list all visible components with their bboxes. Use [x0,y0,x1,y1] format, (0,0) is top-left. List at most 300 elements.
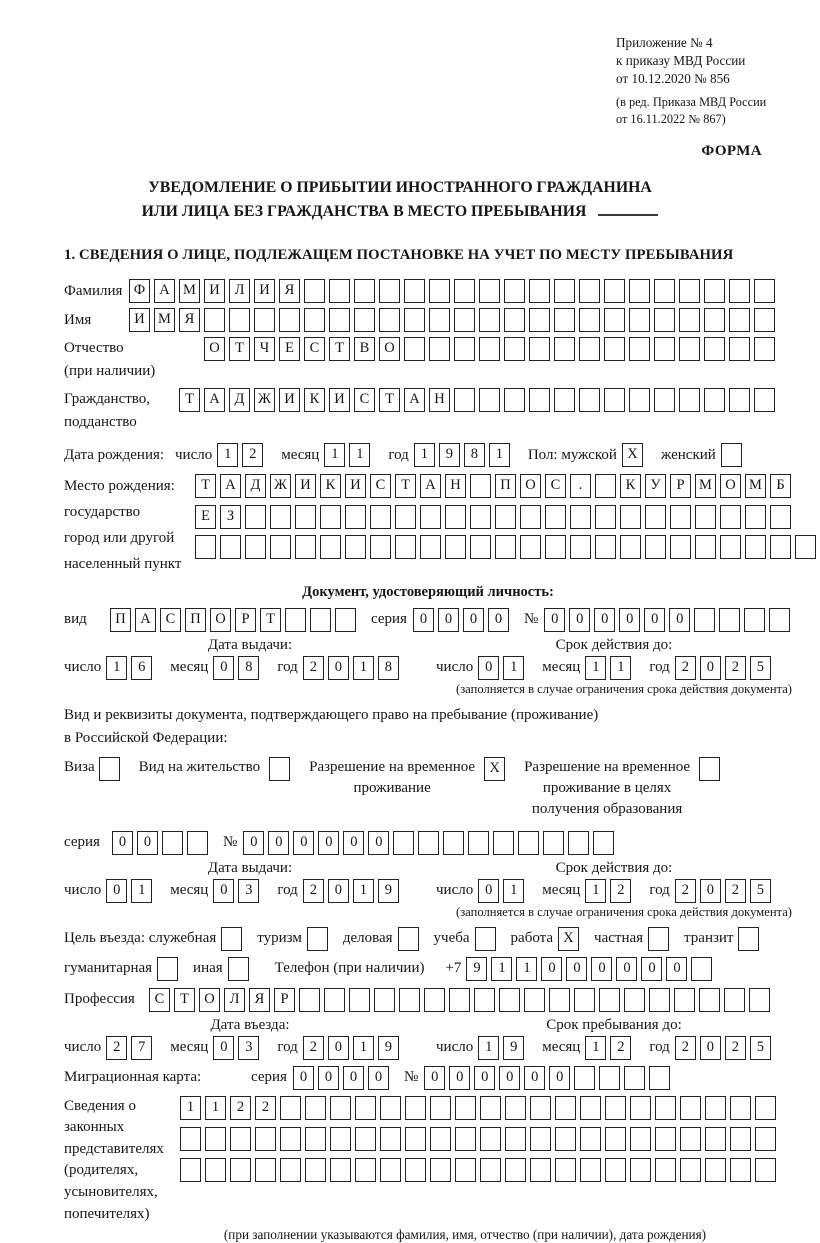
char-cell[interactable]: 9 [378,1036,399,1060]
char-cell[interactable] [679,388,700,412]
char-cell[interactable] [755,1127,776,1151]
char-cell[interactable] [320,505,341,529]
char-cell[interactable] [229,308,250,332]
char-cell[interactable] [355,1096,376,1120]
char-cell[interactable] [307,927,328,951]
char-cell[interactable]: 0 [474,1066,495,1090]
char-cell[interactable] [730,1158,751,1182]
char-cell[interactable] [574,988,595,1012]
char-cell[interactable] [545,535,566,559]
char-cell[interactable] [279,308,300,332]
char-cell[interactable]: 0 [106,879,127,903]
char-cell[interactable]: 0 [488,608,509,632]
char-cell[interactable] [474,988,495,1012]
char-cell[interactable] [595,474,616,498]
char-cell[interactable] [405,1127,426,1151]
char-cell[interactable]: Р [235,608,256,632]
char-cell[interactable] [245,505,266,529]
char-cell[interactable]: А [220,474,241,498]
char-cell[interactable]: Р [670,474,691,498]
char-cell[interactable]: 3 [238,879,259,903]
char-cell[interactable]: 0 [700,1036,721,1060]
char-cell[interactable]: 0 [438,608,459,632]
char-cell[interactable]: 0 [413,608,434,632]
char-cell[interactable] [679,308,700,332]
char-cell[interactable] [729,308,750,332]
char-cell[interactable] [730,1127,751,1151]
char-cell[interactable]: 0 [524,1066,545,1090]
char-cell[interactable] [579,388,600,412]
char-cell[interactable]: 9 [378,879,399,903]
char-cell[interactable] [580,1158,601,1182]
char-cell[interactable]: 1 [585,656,606,680]
char-cell[interactable] [529,337,550,361]
char-cell[interactable] [745,535,766,559]
char-cell[interactable]: 2 [725,656,746,680]
char-cell[interactable] [605,1127,626,1151]
char-cell[interactable] [245,535,266,559]
char-cell[interactable] [724,988,745,1012]
char-cell[interactable]: 1 [353,879,374,903]
char-cell[interactable]: 0 [424,1066,445,1090]
char-cell[interactable] [629,308,650,332]
char-cell[interactable]: М [745,474,766,498]
char-cell[interactable]: И [295,474,316,498]
char-cell[interactable] [479,337,500,361]
char-cell[interactable]: 2 [675,879,696,903]
char-cell[interactable]: Т [379,388,400,412]
char-cell[interactable]: 9 [466,957,487,981]
char-cell[interactable] [745,505,766,529]
char-cell[interactable]: X [558,927,579,951]
char-cell[interactable] [393,831,414,855]
char-cell[interactable] [580,1127,601,1151]
char-cell[interactable]: Р [274,988,295,1012]
char-cell[interactable] [530,1096,551,1120]
char-cell[interactable]: 0 [666,957,687,981]
char-cell[interactable]: 1 [414,443,435,467]
char-cell[interactable] [754,279,775,303]
char-cell[interactable]: 0 [343,831,364,855]
char-cell[interactable] [554,279,575,303]
char-cell[interactable] [645,505,666,529]
char-cell[interactable] [520,535,541,559]
char-cell[interactable]: 1 [503,879,524,903]
char-cell[interactable]: О [520,474,541,498]
char-cell[interactable]: 5 [750,1036,771,1060]
char-cell[interactable] [230,1127,251,1151]
char-cell[interactable]: 0 [569,608,590,632]
char-cell[interactable]: Т [195,474,216,498]
char-cell[interactable]: М [179,279,200,303]
char-cell[interactable] [755,1158,776,1182]
char-cell[interactable] [543,831,564,855]
char-cell[interactable]: Я [279,279,300,303]
char-cell[interactable]: 0 [641,957,662,981]
char-cell[interactable]: Т [174,988,195,1012]
char-cell[interactable]: 0 [591,957,612,981]
char-cell[interactable] [468,831,489,855]
char-cell[interactable]: 6 [131,656,152,680]
char-cell[interactable]: О [379,337,400,361]
char-cell[interactable] [530,1158,551,1182]
char-cell[interactable]: Я [249,988,270,1012]
char-cell[interactable] [449,988,470,1012]
char-cell[interactable] [429,308,450,332]
char-cell[interactable]: С [149,988,170,1012]
char-cell[interactable]: 2 [675,656,696,680]
char-cell[interactable]: 0 [112,831,133,855]
char-cell[interactable]: Б [770,474,791,498]
char-cell[interactable]: 0 [549,1066,570,1090]
char-cell[interactable] [204,308,225,332]
char-cell[interactable] [420,535,441,559]
char-cell[interactable] [480,1127,501,1151]
char-cell[interactable] [270,535,291,559]
char-cell[interactable]: 2 [303,656,324,680]
char-cell[interactable] [555,1127,576,1151]
char-cell[interactable] [270,505,291,529]
char-cell[interactable] [680,1096,701,1120]
char-cell[interactable] [705,1127,726,1151]
char-cell[interactable] [670,535,691,559]
char-cell[interactable] [729,388,750,412]
char-cell[interactable] [395,535,416,559]
char-cell[interactable] [320,535,341,559]
char-cell[interactable] [605,1096,626,1120]
char-cell[interactable] [630,1127,651,1151]
char-cell[interactable] [705,1158,726,1182]
char-cell[interactable] [654,337,675,361]
char-cell[interactable] [505,1158,526,1182]
char-cell[interactable] [754,388,775,412]
char-cell[interactable]: 0 [541,957,562,981]
char-cell[interactable]: 1 [585,879,606,903]
char-cell[interactable]: И [279,388,300,412]
char-cell[interactable]: 5 [750,879,771,903]
char-cell[interactable] [555,1158,576,1182]
char-cell[interactable] [691,957,712,981]
char-cell[interactable]: С [354,388,375,412]
char-cell[interactable] [649,1066,670,1090]
char-cell[interactable] [304,279,325,303]
char-cell[interactable]: 0 [328,879,349,903]
char-cell[interactable] [504,308,525,332]
char-cell[interactable] [579,308,600,332]
char-cell[interactable]: Л [224,988,245,1012]
char-cell[interactable] [405,1096,426,1120]
char-cell[interactable] [579,337,600,361]
char-cell[interactable] [493,831,514,855]
char-cell[interactable] [455,1158,476,1182]
char-cell[interactable] [520,505,541,529]
char-cell[interactable] [445,505,466,529]
char-cell[interactable]: И [345,474,366,498]
char-cell[interactable] [349,988,370,1012]
char-cell[interactable] [380,1127,401,1151]
char-cell[interactable] [505,1127,526,1151]
char-cell[interactable] [479,308,500,332]
char-cell[interactable] [305,1096,326,1120]
char-cell[interactable] [754,308,775,332]
char-cell[interactable] [305,1127,326,1151]
char-cell[interactable] [695,505,716,529]
char-cell[interactable]: Ж [254,388,275,412]
char-cell[interactable] [529,388,550,412]
char-cell[interactable] [254,308,275,332]
char-cell[interactable] [655,1158,676,1182]
char-cell[interactable]: Н [445,474,466,498]
char-cell[interactable] [620,535,641,559]
char-cell[interactable]: 1 [353,1036,374,1060]
char-cell[interactable] [443,831,464,855]
char-cell[interactable]: 0 [463,608,484,632]
char-cell[interactable] [255,1158,276,1182]
char-cell[interactable] [729,337,750,361]
char-cell[interactable] [649,988,670,1012]
char-cell[interactable] [744,608,765,632]
char-cell[interactable] [480,1158,501,1182]
char-cell[interactable] [605,1158,626,1182]
char-cell[interactable] [454,279,475,303]
char-cell[interactable]: 2 [106,1036,127,1060]
char-cell[interactable]: М [695,474,716,498]
char-cell[interactable]: А [135,608,156,632]
char-cell[interactable]: 2 [230,1096,251,1120]
char-cell[interactable] [180,1158,201,1182]
char-cell[interactable]: 2 [303,879,324,903]
char-cell[interactable]: И [129,308,150,332]
char-cell[interactable]: 1 [131,879,152,903]
char-cell[interactable]: С [304,337,325,361]
char-cell[interactable]: П [495,474,516,498]
char-cell[interactable] [354,308,375,332]
char-cell[interactable]: 0 [700,879,721,903]
char-cell[interactable]: К [320,474,341,498]
char-cell[interactable] [604,279,625,303]
char-cell[interactable]: 8 [464,443,485,467]
char-cell[interactable]: 0 [243,831,264,855]
char-cell[interactable] [630,1096,651,1120]
char-cell[interactable]: Т [329,337,350,361]
char-cell[interactable] [429,337,450,361]
char-cell[interactable] [445,535,466,559]
char-cell[interactable] [704,337,725,361]
char-cell[interactable]: Д [229,388,250,412]
char-cell[interactable] [295,535,316,559]
char-cell[interactable] [499,988,520,1012]
char-cell[interactable]: 2 [255,1096,276,1120]
char-cell[interactable]: 0 [268,831,289,855]
char-cell[interactable] [430,1096,451,1120]
char-cell[interactable]: З [220,505,241,529]
char-cell[interactable] [705,1096,726,1120]
char-cell[interactable] [545,505,566,529]
char-cell[interactable] [280,1127,301,1151]
char-cell[interactable] [304,308,325,332]
char-cell[interactable] [480,1096,501,1120]
char-cell[interactable] [370,535,391,559]
char-cell[interactable] [754,337,775,361]
char-cell[interactable] [570,535,591,559]
char-cell[interactable]: 9 [439,443,460,467]
char-cell[interactable]: 1 [491,957,512,981]
char-cell[interactable] [730,1096,751,1120]
char-cell[interactable] [335,608,356,632]
char-cell[interactable] [654,308,675,332]
char-cell[interactable] [354,279,375,303]
char-cell[interactable]: 0 [213,1036,234,1060]
char-cell[interactable] [355,1127,376,1151]
char-cell[interactable] [620,505,641,529]
char-cell[interactable] [430,1127,451,1151]
char-cell[interactable] [504,279,525,303]
char-cell[interactable] [704,308,725,332]
char-cell[interactable] [529,279,550,303]
char-cell[interactable] [554,388,575,412]
char-cell[interactable]: 0 [449,1066,470,1090]
char-cell[interactable]: 2 [675,1036,696,1060]
char-cell[interactable]: 2 [610,879,631,903]
char-cell[interactable] [695,535,716,559]
char-cell[interactable]: О [720,474,741,498]
char-cell[interactable] [704,279,725,303]
char-cell[interactable]: 0 [318,831,339,855]
char-cell[interactable] [699,757,720,781]
char-cell[interactable] [255,1127,276,1151]
char-cell[interactable] [770,535,791,559]
char-cell[interactable]: М [154,308,175,332]
char-cell[interactable]: 0 [368,1066,389,1090]
char-cell[interactable]: 0 [616,957,637,981]
char-cell[interactable]: 1 [349,443,370,467]
char-cell[interactable]: 2 [725,1036,746,1060]
char-cell[interactable]: В [354,337,375,361]
char-cell[interactable] [280,1158,301,1182]
char-cell[interactable] [285,608,306,632]
char-cell[interactable] [504,337,525,361]
char-cell[interactable] [554,337,575,361]
char-cell[interactable] [720,535,741,559]
char-cell[interactable]: 0 [213,656,234,680]
char-cell[interactable] [579,279,600,303]
char-cell[interactable] [454,308,475,332]
char-cell[interactable] [405,1158,426,1182]
char-cell[interactable] [645,535,666,559]
char-cell[interactable] [470,505,491,529]
char-cell[interactable]: 0 [343,1066,364,1090]
char-cell[interactable]: Е [279,337,300,361]
char-cell[interactable]: . [570,474,591,498]
char-cell[interactable]: 0 [213,879,234,903]
char-cell[interactable]: 1 [489,443,510,467]
char-cell[interactable] [395,505,416,529]
char-cell[interactable]: 0 [619,608,640,632]
char-cell[interactable] [795,535,816,559]
char-cell[interactable]: К [304,388,325,412]
char-cell[interactable] [568,831,589,855]
char-cell[interactable] [593,831,614,855]
char-cell[interactable] [505,1096,526,1120]
char-cell[interactable]: Д [245,474,266,498]
char-cell[interactable] [624,1066,645,1090]
char-cell[interactable] [504,388,525,412]
char-cell[interactable]: И [254,279,275,303]
char-cell[interactable] [674,988,695,1012]
char-cell[interactable] [205,1158,226,1182]
char-cell[interactable] [430,1158,451,1182]
char-cell[interactable]: Е [195,505,216,529]
char-cell[interactable] [738,927,759,951]
char-cell[interactable] [330,1158,351,1182]
char-cell[interactable] [655,1096,676,1120]
char-cell[interactable] [699,988,720,1012]
char-cell[interactable] [694,608,715,632]
char-cell[interactable] [479,279,500,303]
char-cell[interactable] [524,988,545,1012]
char-cell[interactable] [228,957,249,981]
char-cell[interactable] [604,388,625,412]
char-cell[interactable] [187,831,208,855]
char-cell[interactable] [630,1158,651,1182]
char-cell[interactable]: А [154,279,175,303]
char-cell[interactable] [549,988,570,1012]
char-cell[interactable] [324,988,345,1012]
char-cell[interactable]: Т [395,474,416,498]
char-cell[interactable] [670,505,691,529]
char-cell[interactable] [769,608,790,632]
char-cell[interactable]: П [185,608,206,632]
char-cell[interactable] [580,1096,601,1120]
char-cell[interactable]: П [110,608,131,632]
char-cell[interactable]: 1 [610,656,631,680]
char-cell[interactable] [595,505,616,529]
char-cell[interactable] [380,1096,401,1120]
char-cell[interactable]: 1 [503,656,524,680]
char-cell[interactable]: И [329,388,350,412]
char-cell[interactable]: X [622,443,643,467]
char-cell[interactable] [330,1096,351,1120]
char-cell[interactable]: 0 [478,656,499,680]
char-cell[interactable] [721,443,742,467]
char-cell[interactable]: Н [429,388,450,412]
char-cell[interactable]: Ф [129,279,150,303]
char-cell[interactable]: 0 [293,1066,314,1090]
char-cell[interactable] [455,1096,476,1120]
char-cell[interactable] [654,279,675,303]
char-cell[interactable]: 8 [378,656,399,680]
char-cell[interactable]: 0 [499,1066,520,1090]
char-cell[interactable] [470,474,491,498]
char-cell[interactable] [355,1158,376,1182]
char-cell[interactable] [555,1096,576,1120]
char-cell[interactable]: 0 [594,608,615,632]
char-cell[interactable]: 1 [180,1096,201,1120]
char-cell[interactable]: 0 [368,831,389,855]
char-cell[interactable] [280,1096,301,1120]
char-cell[interactable] [404,308,425,332]
char-cell[interactable] [205,1127,226,1151]
char-cell[interactable] [370,505,391,529]
char-cell[interactable] [374,988,395,1012]
char-cell[interactable]: 9 [503,1036,524,1060]
char-cell[interactable] [310,608,331,632]
char-cell[interactable]: 1 [217,443,238,467]
char-cell[interactable] [345,535,366,559]
char-cell[interactable]: 2 [303,1036,324,1060]
char-cell[interactable]: Т [229,337,250,361]
char-cell[interactable] [495,505,516,529]
